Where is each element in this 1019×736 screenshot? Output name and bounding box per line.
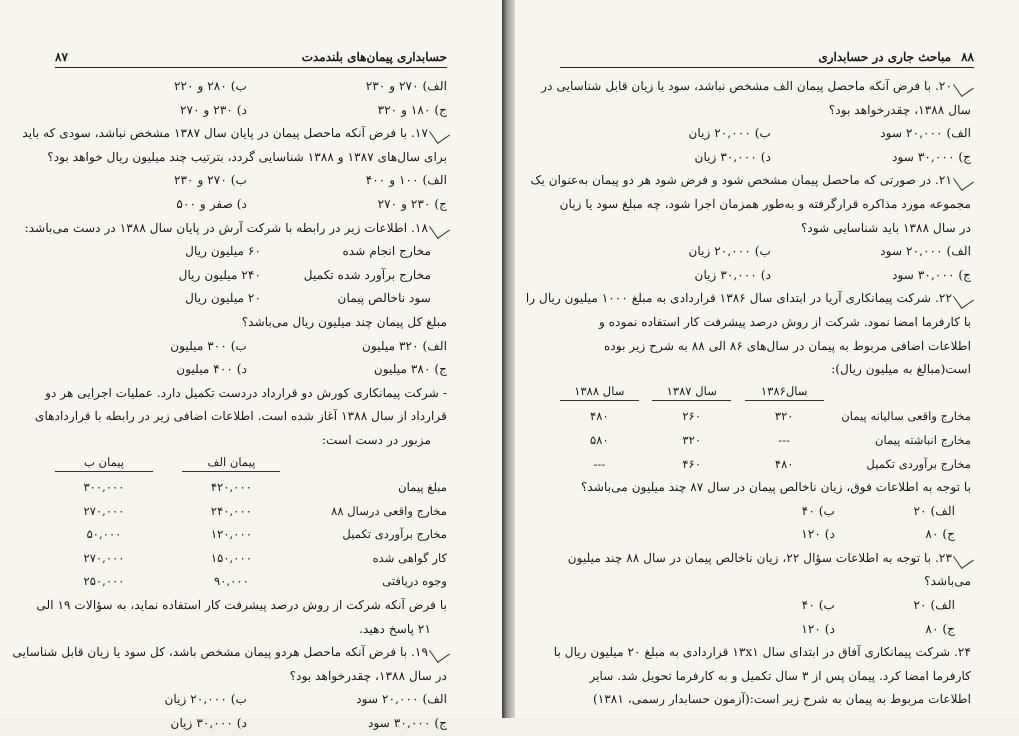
option-row [560,618,971,642]
page-header [560,50,974,64]
question-23-line: می‌باشد؟ [924,574,971,589]
option: د) ۱۲۰ [801,621,835,636]
korosh-intro-line: - شرکت پیمانکاری کورش دو قرارداد دردست تکمیل دارد. عملیات اجرایی هر دو [45,385,447,400]
header-rule [55,67,447,68]
option: الف) ۲۷۰ و ۲۳۰ [365,79,447,93]
option: ج) ۳۰,۰۰۰ سود [368,716,447,731]
option-row [560,146,971,170]
option-row [55,193,447,217]
option: ج) ۲۳۰ و ۲۷۰ [377,196,447,211]
question-22-prompt: با توجه به اطلاعات فوق، زیان ناخالص پیمان در سال ۸۷ چند میلیون می‌باشد؟ [580,480,971,495]
page-header [55,50,447,64]
korosh-intro-line: مزبور در دست است: [321,432,431,447]
option: د) ۳۰,۰۰۰ زیان [170,716,247,731]
question-19-line: در سال ۱۳۸۸، چقدرخواهد بود؟ [289,668,447,683]
table-row: مخارج واقعی سالیانه پیمان ۳۲۰ ۲۶۰ ۴۸۰ [590,409,971,424]
option: ب) ۳۰۰ میلیون [170,338,247,353]
table-row: مخارج انباشته پیمان --- ۳۲۰ ۵۸۰ [590,432,971,447]
korosh-intro-line: قرارداد از سال ۱۳۸۸ آغاز شده است. اطلاعات اضافی زیر در رابطه با قراردادهای [34,409,447,424]
option: د) ۳۰,۰۰۰ زیان [694,267,771,282]
option-row [560,264,971,288]
option: ب) ۲۰,۰۰۰ زیان [164,692,247,707]
question-23-line: ۲۳. با توجه به اطلاعات سؤال ۲۲، زیان ناخالص پیمان در سال ۸۸ چند میلیون [560,547,971,571]
table-row: کار گواهی شده ۱۵۰,۰۰۰ ۲۷۰,۰۰۰ [83,550,447,565]
check-mark-icon [429,218,450,239]
option-row [560,500,971,524]
option: د) ۳۰,۰۰۰ زیان [694,149,771,164]
column-header: سال ۱۳۸۷ [652,382,731,401]
table-header [55,453,447,477]
column-header: پیمان الف [182,453,280,472]
option-row [55,99,447,123]
option-row [55,169,447,193]
table-row: مخارج برآوردی تکمیل ۴۸۰ ۴۶۰ --- [593,456,971,471]
column-header: پیمان ب [55,453,153,472]
option: ج) ۳۰,۰۰۰ سود [892,149,971,164]
question-20-line: ۲۰. با فرض آنکه ماحصل پیمان الف مشخص نباشد، سود یا زیان قابل شناسایی در [560,75,971,99]
question-21-line: در سال ۱۳۸۸ باید شناسایی شود؟ [800,220,971,235]
option: ب) ۲۷۰ و ۲۳۰ [173,173,247,188]
question-22-line: ۲۲. شرکت پیمانکاری آریا در ابتدای سال ۱۳۸۶ قراردادی به مبلغ ۱۰۰۰ میلیون ریال را [560,287,971,311]
question-22-line: اطلاعات اضافی مربوط به پیمان در سال‌های ۸۶ الی ۸۸ به شرح زیر بوده [604,338,971,353]
table-row: مخارج برآوردی تکمیل ۱۲۰,۰۰۰ ۵۰,۰۰۰ [86,527,447,542]
option-row [55,688,447,712]
book-gutter [502,0,515,718]
option-row [560,122,971,146]
page-body [12,75,447,736]
option: ب) ۴۰ [801,503,835,518]
column-header: سال۱۳۸۶ [745,382,824,401]
table-row: مبلغ پیمان ۴۲۰,۰۰۰ ۳۰۰,۰۰۰ [83,480,447,495]
question-24-line: اطلاعات مربوط به پیمان به شرح زیر است:(آزمون حسابدار رسمی، ۱۳۸۱) [592,692,971,707]
page-number: ۸۷ [55,50,68,64]
option: ج) ۸۰ [925,621,955,636]
option: د) ۴۰۰ میلیون [176,362,247,377]
option: الف) ۳۲۰ میلیون [361,338,447,353]
question-22-line: با کارفرما امضا نمود. شرکت از روش درصد پیشرفت کار استفاده نموده و [599,314,971,329]
question-18-prompt: مبلغ کل پیمان چند میلیون ریال می‌باشد؟ [241,314,447,329]
question-24-line: کارفرما امضا کرد. پیمان پس از ۳ سال تکمیل و به کارفرما تحویل شد. سایر [589,668,971,683]
option: الف) ۲۰ [913,598,955,613]
question-22-line: است(مبالغ به میلیون ریال): [831,362,971,377]
instruction-line: با فرض آنکه شرکت از روش درصد پیشرفت کار استفاده نماید، به سؤالات ۱۹ الی [36,598,447,613]
table-row: وجوه دریافتی ۹۰,۰۰۰ ۲۵۰,۰۰۰ [83,574,447,589]
option: ب) ۲۸۰ و ۲۲۰ [173,79,247,93]
option: ج) ۳۰,۰۰۰ سود [892,267,971,282]
check-mark-icon [429,642,450,663]
instruction-line: ۲۱ پاسخ دهید. [359,621,431,636]
option: ب) ۴۰ [801,598,835,613]
data-item: سود ناخالص پیمان ۲۰ میلیون ریال [185,291,431,306]
question-21-line: مجموعه مورد مذاکره قرارگرفته و به‌طور همزمان اجرا شود، چه مبلغ سود یا زیان [559,196,971,211]
option: د) صفر و ۵۰۰ [176,196,247,211]
option-row [560,240,971,264]
question-21-line: ۲۱. در صورتی که ماحصل پیمان مشخص شود و فرض شود هر دو پیمان به‌عنوان یک [560,169,971,193]
option-row [55,712,447,736]
check-mark-icon [429,123,450,144]
korosh-table [55,453,447,595]
option-row [560,523,971,547]
check-mark-icon [953,288,974,309]
question-18-line: ۱۸. اطلاعات زیر در رابطه با شرکت آرش در پایان سال ۱۳۸۸ در دست می‌باشد: [55,217,447,241]
option: الف) ۲۰,۰۰۰ سود [880,244,971,259]
option: الف) ۱۰۰ و ۴۰۰ [365,173,447,188]
option: ب) ۲۰,۰۰۰ زیان [688,244,771,259]
option: ج) ۳۸۰ میلیون [373,362,447,377]
option: ج) ۸۰ [925,527,955,542]
page-number: ۸۸ [961,50,974,64]
option: الف) ۲۰,۰۰۰ سود [356,692,447,707]
column-header: سال ۱۳۸۸ [560,382,639,401]
data-item: مخارج برآورد شده تکمیل ۲۴۰ میلیون ریال [178,267,431,282]
table-row: مخارج واقعی درسال ۸۸ ۲۴۰,۰۰۰ ۲۷۰,۰۰۰ [83,503,447,518]
option-row [55,358,447,382]
table-header [560,382,971,406]
question-24-line: ۲۴. شرکت پیمانکاری آفاق در ابتدای سال ۱۳x۱ قراردادی به مبلغ ۲۰ میلیون ریال با [553,645,971,660]
option-row [55,335,447,359]
page-87 [0,0,502,731]
running-title: حسابداری پیمان‌های بلندمدت [301,50,447,64]
option-row [55,75,447,99]
option: الف) ۲۰,۰۰۰ سود [880,126,971,141]
question-17-line: ۱۷. با فرض آنکه ماحصل پیمان در پایان سال ۱۳۸۷ مشخص نباشد، سودی که باید [55,122,447,146]
option-row [560,594,971,618]
option: د) ۲۳۰ و ۲۷۰ [180,102,247,117]
question-20-line: سال ۱۳۸۸، چقدرخواهد بود؟ [828,102,971,117]
option: ج) ۱۸۰ و ۳۲۰ [377,102,447,117]
header-rule [560,67,974,68]
page-88 [515,0,1019,718]
aria-table [560,382,971,476]
check-mark-icon [953,170,974,191]
check-mark-icon [953,76,974,97]
option: ب) ۲۰,۰۰۰ زیان [688,126,771,141]
check-mark-icon [953,548,974,569]
option: د) ۱۲۰ [801,527,835,542]
running-title: مباحث جاری در حسابداری [818,50,952,64]
data-item: مخارج انجام شده ۶۰ میلیون ریال [185,244,431,259]
page-body [525,75,971,712]
question-17-line: برای سال‌های ۱۳۸۷ و ۱۳۸۸ شناسایی گردد، بترتیب چند میلیون ریال خواهد بود؟ [47,149,447,164]
question-19-line: ۱۹. با فرض آنکه ماحصل هردو پیمان مشخص باشد، کل سود یا زیان قابل شناسایی [55,641,447,665]
option: الف) ۲۰ [913,503,955,518]
